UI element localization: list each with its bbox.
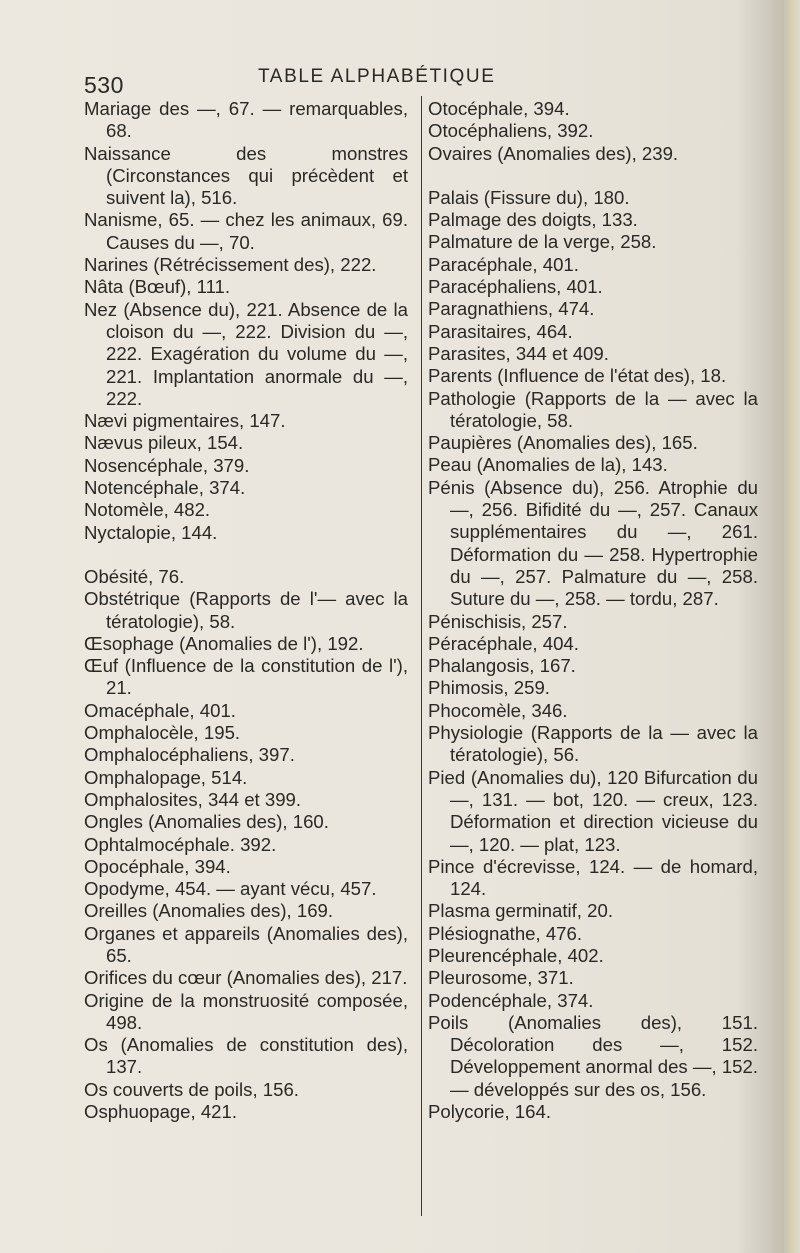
index-entry: Osphuopage, 421. bbox=[84, 1101, 238, 1123]
index-entry: Nyctalopie, 144. bbox=[84, 521, 218, 543]
index-entry: Opocéphale, 394. bbox=[84, 855, 231, 877]
index-entry: Plasma germinatif, 20. bbox=[428, 900, 613, 922]
index-entry: Naissance des monstres (Circonstances qui précèdent et suivent la), 516. bbox=[84, 142, 408, 209]
index-entry: Paupières (Anomalies des), 165. bbox=[428, 432, 698, 454]
index-entry: Oreilles (Anomalies des), 169. bbox=[84, 900, 334, 922]
index-entry: Pénischisis, 257. bbox=[428, 610, 568, 632]
page-number: 530 bbox=[84, 72, 124, 98]
index-entry: Pathologie (Rapports de la — avec la tératologie, 58. bbox=[428, 387, 758, 431]
index-entry: Pince d'écrevisse, 124. — de homard, 124. bbox=[428, 855, 758, 900]
index-column-right bbox=[428, 98, 758, 1123]
index-entry: Parents (Influence de l'état des), 18. bbox=[428, 365, 727, 387]
index-entry: Nez (Absence du), 221. Absence de la cloison du —, 222. Division du —, 222. Exagération du volume du —, 221. Implantation anormale du —, 222. bbox=[84, 298, 408, 409]
index-entry: Obésité, 76. bbox=[84, 565, 185, 587]
index-entry: Omacéphale, 401. bbox=[84, 699, 236, 721]
index-entry: Nâta (Bœuf), 111. bbox=[84, 276, 231, 298]
index-entry: Otocéphaliens, 392. bbox=[428, 120, 594, 142]
letter-section-gap bbox=[428, 165, 758, 187]
index-entry: Parasitaires, 464. bbox=[428, 320, 573, 342]
index-entry: Phimosis, 259. bbox=[428, 677, 550, 699]
index-entry: Os (Anomalies de constitution des), 137. bbox=[84, 1034, 408, 1078]
index-entry: Paragnathiens, 474. bbox=[428, 298, 595, 320]
index-entry: Phalangosis, 167. bbox=[428, 655, 576, 677]
column-divider bbox=[421, 96, 422, 1216]
index-entry: Paracéphale, 401. bbox=[428, 253, 579, 275]
index-entry: Pleurencéphale, 402. bbox=[428, 944, 604, 966]
index-entry: Peau (Anomalies de la), 143. bbox=[428, 454, 668, 476]
index-entry: Notomèle, 482. bbox=[84, 499, 211, 521]
letter-section-gap bbox=[84, 544, 408, 566]
running-title: TABLE ALPHABÉTIQUE bbox=[258, 66, 496, 87]
index-entry: Origine de la monstruosité composée, 498. bbox=[84, 989, 408, 1033]
index-entry: Omphalosites, 344 et 399. bbox=[84, 788, 302, 810]
index-entry: Pleurosome, 371. bbox=[428, 967, 574, 989]
index-entry: Omphalocéphaliens, 397. bbox=[84, 744, 295, 766]
index-entry: Poils (Anomalies des), 151. Décoloration des —, 152. Développement anormal des —, 152. — développés sur des os, 156. bbox=[428, 1011, 759, 1100]
index-entry: Opodyme, 454. — ayant vécu, 457. bbox=[84, 878, 377, 900]
index-entry: Polycorie, 164. bbox=[428, 1101, 551, 1123]
index-entry: Narines (Rétrécissement des), 222. bbox=[84, 254, 377, 276]
index-entry: Nosencéphale, 379. bbox=[84, 454, 250, 476]
index-entry: Ovaires (Anomalies des), 239. bbox=[428, 142, 679, 164]
index-entry: Notencéphale, 374. bbox=[84, 477, 246, 499]
index-entry: Organes et appareils (Anomalies des), 65. bbox=[84, 922, 408, 966]
index-entry: Phocomèle, 346. bbox=[428, 699, 568, 721]
index-entry: Mariage des —, 67. — remarquables, 68. bbox=[84, 98, 408, 142]
index-entry: Paracéphaliens, 401. bbox=[428, 276, 603, 298]
index-entry: Palmature de la verge, 258. bbox=[428, 231, 657, 253]
index-entry: Ongles (Anomalies des), 160. bbox=[84, 811, 329, 833]
index-entry: Obstétrique (Rapports de l'— avec la tératologie), 58. bbox=[84, 588, 408, 632]
index-entry: Palais (Fissure du), 180. bbox=[428, 186, 630, 208]
index-entry: Ophtalmocéphale. 392. bbox=[84, 833, 277, 855]
page-edge-shadow bbox=[772, 0, 800, 1253]
index-entry: Pénis (Absence du), 256. Atrophie du —, 256. Bifidité du —, 257. Canaux supplémentaires du —, 261. Déformation du — 258. Hypertrophie du —, 257. Palmature du —, 258. Suture du —, 258. — tordu, 287. bbox=[428, 476, 758, 610]
index-entry: Parasites, 344 et 409. bbox=[428, 342, 609, 364]
index-entry: Orifices du cœur (Anomalies des), 217. bbox=[84, 967, 408, 989]
index-entry: Plésiognathe, 476. bbox=[428, 922, 583, 944]
index-entry: Omphalocèle, 195. bbox=[84, 722, 241, 744]
index-entry: Œsophage (Anomalies de l'), 192. bbox=[84, 632, 364, 654]
index-entry: Nanisme, 65. — chez les animaux, 69. Causes du —, 70. bbox=[84, 209, 408, 253]
index-entry: Os couverts de poils, 156. bbox=[84, 1078, 299, 1100]
index-entry: Omphalopage, 514. bbox=[84, 766, 248, 788]
index-entry: Physiologie (Rapports de la — avec la tératologie), 56. bbox=[428, 722, 758, 766]
index-entry: Podencéphale, 374. bbox=[428, 989, 594, 1011]
index-entry: Nævi pigmentaires, 147. bbox=[84, 410, 286, 432]
index-entry: Nævus pileux, 154. bbox=[84, 432, 244, 454]
index-entry: Œuf (Influence de la constitution de l'), 21. bbox=[84, 655, 408, 699]
index-entry: Palmage des doigts, 133. bbox=[428, 209, 638, 231]
index-entry: Otocéphale, 394. bbox=[428, 98, 570, 119]
index-column-left bbox=[84, 98, 408, 1123]
index-entry: Pied (Anomalies du), 120 Bifurcation du —, 131. — bot, 120. — creux, 123. Déformation et direction vicieuse du —, 120. — plat, 123. bbox=[428, 766, 758, 855]
index-entry: Péracéphale, 404. bbox=[428, 632, 579, 654]
